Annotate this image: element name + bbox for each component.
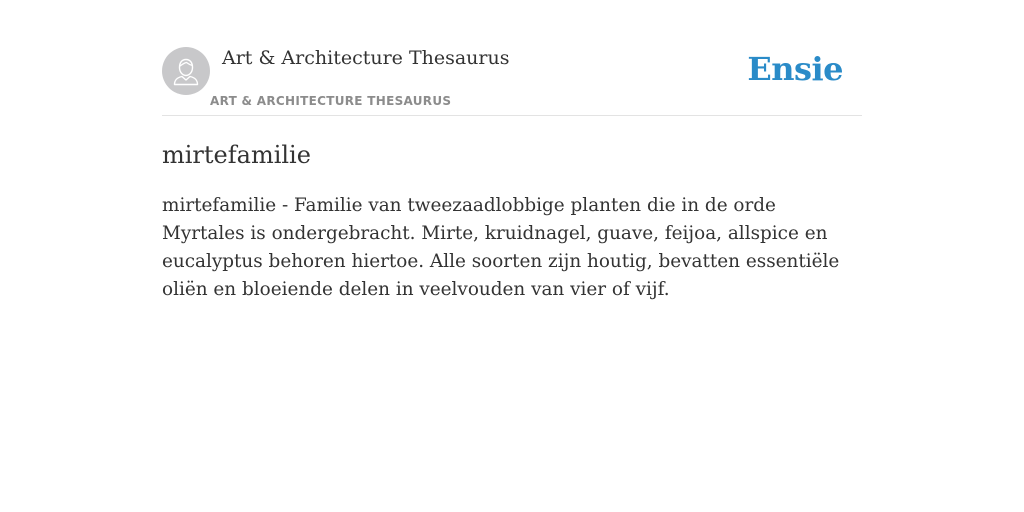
entry-card	[162, 0, 862, 300]
author-name[interactable]: Art & Architecture Thesaurus	[222, 47, 510, 69]
entry-header	[162, 0, 862, 116]
entry-title: mirtefamilie	[162, 141, 311, 169]
source-label[interactable]: ART & ARCHITECTURE THESAURUS	[210, 94, 452, 108]
user-avatar-icon[interactable]	[162, 47, 210, 95]
person-outline-icon	[162, 47, 210, 95]
entry-definition: mirtefamilie - Familie van tweezaadlobbige planten die in de orde Myrtales is ondergebracht. Mirte, kruidnagel, guave, feijoa, allspice en eucalyptus behoren hiertoe. Alle soorten zijn houtig, bevatten essentiële oliën en bloeiende delen in veelvouden van vier of vijf.	[162, 195, 840, 300]
ensie-logo[interactable]: Ensie	[747, 50, 843, 88]
